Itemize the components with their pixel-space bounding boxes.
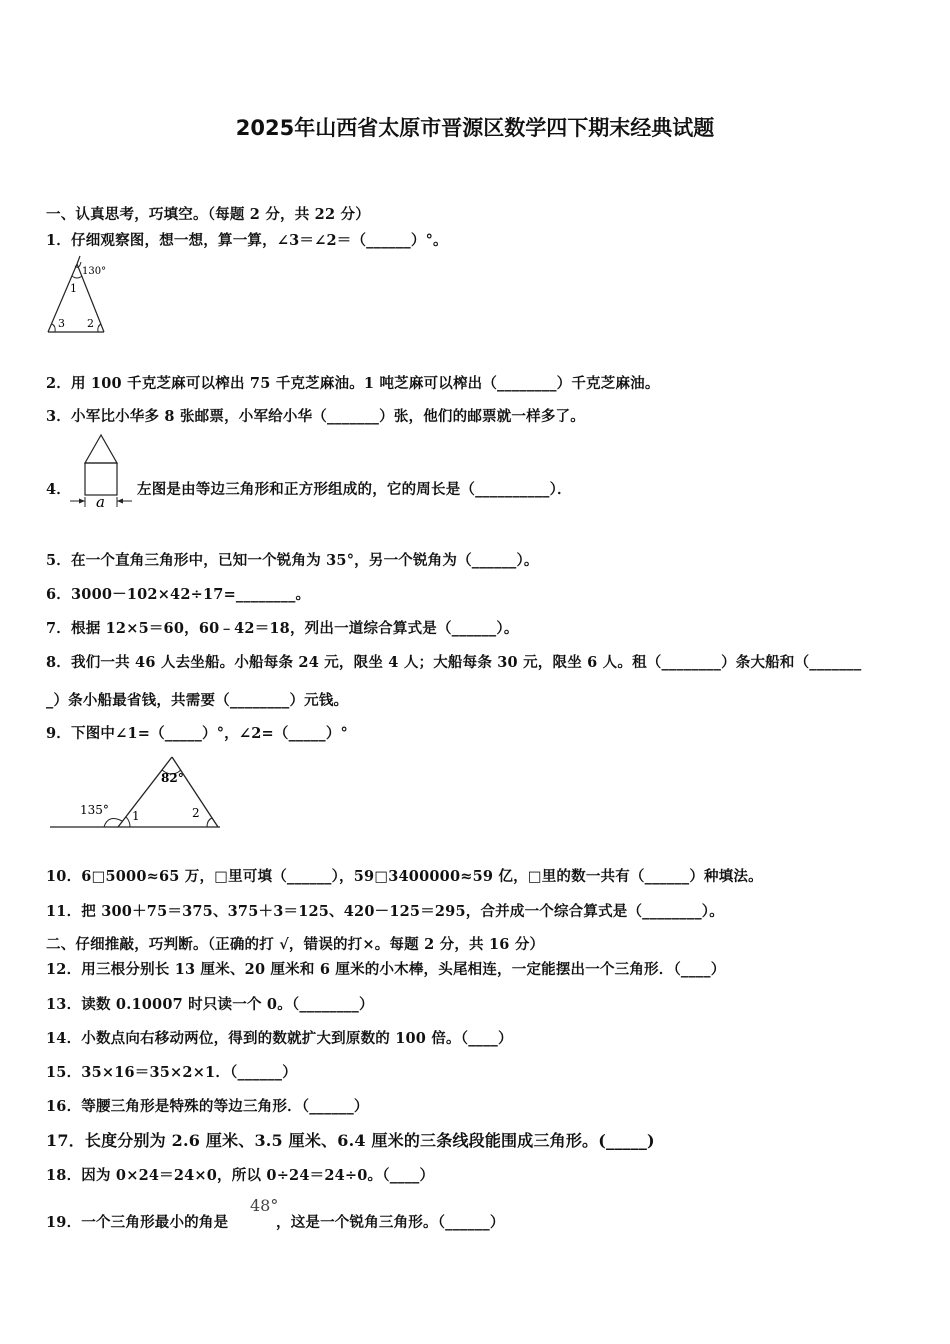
q9-exterior-angle-label: 135° — [80, 803, 109, 817]
question-14: 14．小数点向右移动两位，得到的数就扩大到原数的 100 倍。（____） — [46, 1030, 513, 1047]
question-5: 5．在一个直角三角形中，已知一个锐角为 35°，另一个锐角为（______）。 — [46, 552, 539, 569]
q9-triangle-figure — [50, 754, 225, 832]
q1-triangle-figure — [44, 256, 114, 336]
question-19-angle: 48° — [250, 1196, 279, 1215]
question-19-part-1: 19．一个三角形最小的角是 — [46, 1214, 229, 1231]
q9-top-angle-label: 82° — [161, 771, 184, 785]
q1-angle-2-label: 2 — [87, 317, 94, 330]
question-7: 7．根据 12×5＝60，60﹣42＝18，列出一道综合算式是（______）。 — [46, 620, 519, 637]
q1-angle-130-label: 130° — [82, 266, 107, 277]
question-9: 9．下图中∠1=（_____）°，∠2=（_____）° — [46, 725, 348, 742]
question-8-line-2: _）条小船最省钱，共需要（________）元钱。 — [46, 692, 349, 709]
question-2: 2．用 100 千克芝麻可以榨出 75 千克芝麻油。1 吨芝麻可以榨出（________）千克芝麻油。 — [46, 375, 660, 392]
page-title: 2025年山西省太原市晋源区数学四下期末经典试题 — [235, 116, 715, 140]
q4-house-figure — [68, 433, 134, 511]
question-13: 13．读数 0.10007 时只读一个 0。（________） — [46, 996, 374, 1013]
section-heading-true-false: 二、仔细推敲，巧判断。（正确的打 √，错误的打×。每题 2 分，共 16 分） — [46, 936, 545, 953]
q1-angle-3-label: 3 — [58, 317, 65, 330]
question-8-line-1: 8．我们一共 46 人去坐船。小船每条 24 元，限坐 4 人；大船每条 30 元，限坐 6 人。租（________）条大船和（_______ — [46, 654, 862, 671]
question-6: 6．3000－102×42÷17=________。 — [46, 586, 311, 603]
question-18: 18．因为 0×24＝24×0，所以 0÷24＝24÷0。（____） — [46, 1167, 435, 1184]
question-12: 12．用三根分别长 13 厘米、20 厘米和 6 厘米的小木棒，头尾相连，一定能摆出一个三角形．（____） — [46, 961, 726, 978]
question-4-text: 左图是由等边三角形和正方形组成的，它的周长是（__________）． — [137, 481, 572, 498]
question-17: 17．长度分别为 2.6 厘米、3.5 厘米、6.4 厘米的三条线段能围成三角形。(_____) — [46, 1131, 655, 1150]
question-15: 15．35×16＝35×2×1．（______） — [46, 1064, 297, 1081]
question-1: 1．仔细观察图，想一想，算一算，∠3＝∠2＝（______）°。 — [46, 232, 448, 249]
question-16: 16．等腰三角形是特殊的等边三角形．（______） — [46, 1098, 369, 1115]
question-19-part-2: ，这是一个锐角三角形。（______） — [276, 1214, 505, 1231]
question-4-number: 4． — [46, 481, 71, 498]
q9-angle-2-label: 2 — [192, 806, 200, 820]
q9-angle-1-label: 1 — [132, 809, 140, 823]
question-3: 3．小军比小华多 8 张邮票，小军给小华（_______）张，他们的邮票就一样多了。 — [46, 408, 585, 425]
q1-angle-1-label: 1 — [70, 282, 77, 295]
section-heading-fill-blank: 一、认真思考，巧填空。（每题 2 分，共 22 分） — [46, 206, 370, 223]
question-11: 11．把 300＋75＝375、375＋3＝125、420－125＝295，合并成一个综合算式是（________）。 — [46, 903, 724, 920]
question-10: 10．6□5000≈65 万，□里可填（______），59□3400000≈59 亿，□里的数一共有（______）种填法。 — [46, 868, 763, 885]
q4-side-label: a — [96, 493, 105, 511]
